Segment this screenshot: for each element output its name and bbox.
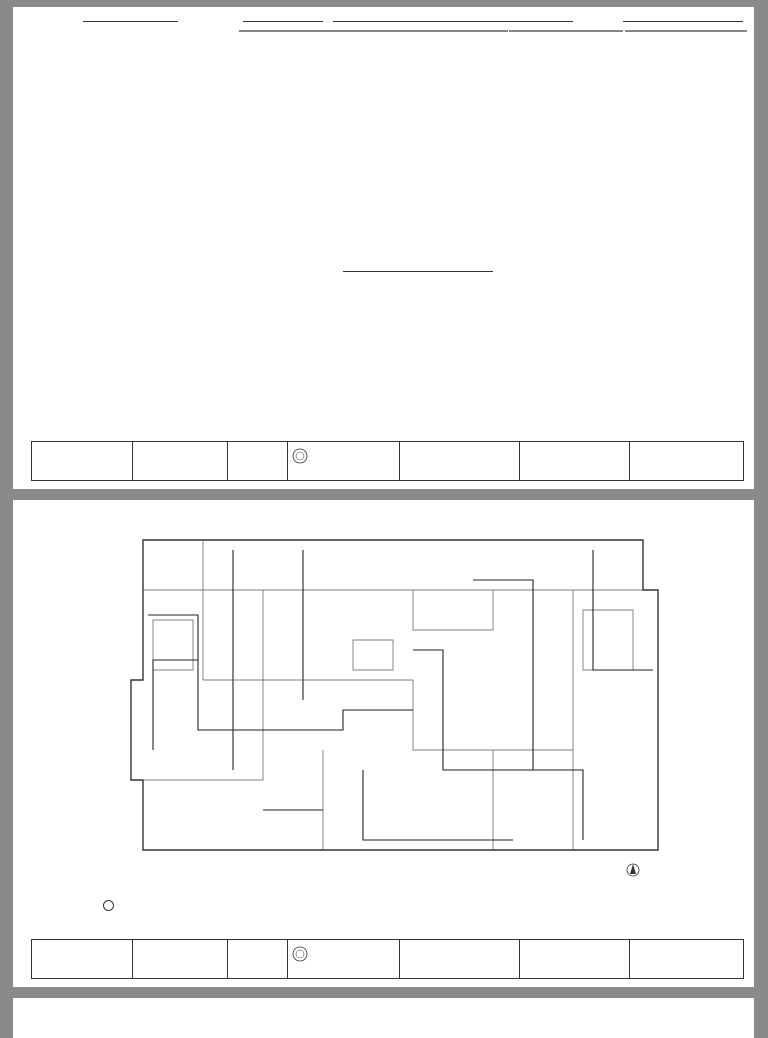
general-legend-title	[493, 21, 573, 22]
sheet-next-page	[13, 998, 754, 1038]
floor-plan-drawing	[113, 520, 673, 900]
designer-block	[227, 940, 288, 978]
building-outline	[131, 540, 658, 850]
underground-piping	[148, 550, 653, 840]
general-legend-table	[509, 30, 623, 32]
designation-indicator-title	[343, 271, 493, 272]
titleblock	[31, 939, 744, 979]
piping-legend-title	[623, 21, 743, 22]
project-block	[399, 940, 520, 978]
revision-block	[32, 940, 52, 978]
revision-block	[32, 442, 52, 480]
designer-block	[227, 442, 288, 480]
town-block	[519, 940, 630, 978]
view-number	[103, 900, 114, 911]
abbreviations-title	[243, 21, 323, 22]
engineer-block	[132, 940, 228, 978]
sheet-number-block	[629, 940, 743, 978]
agency-block	[287, 442, 400, 480]
abbreviations-table	[239, 30, 331, 32]
key-plan	[693, 855, 745, 891]
project-block	[399, 442, 520, 480]
agency-block	[287, 940, 400, 978]
general-notes-title	[83, 21, 178, 22]
valve-legend-table	[331, 30, 508, 32]
ct-dot-seal-icon	[292, 448, 308, 464]
sheet-plumbing-underground	[13, 500, 754, 987]
sheet-number-block	[629, 442, 743, 480]
titleblock	[31, 441, 744, 481]
valve-legend-title	[333, 21, 503, 22]
piping-legend-table	[625, 30, 747, 32]
ct-dot-seal-icon	[292, 946, 308, 962]
engineer-block	[132, 442, 228, 480]
interior-walls	[143, 540, 643, 850]
sheet-plumbing-legend	[13, 7, 754, 489]
town-block	[519, 442, 630, 480]
north-arrow-icon	[627, 864, 639, 876]
